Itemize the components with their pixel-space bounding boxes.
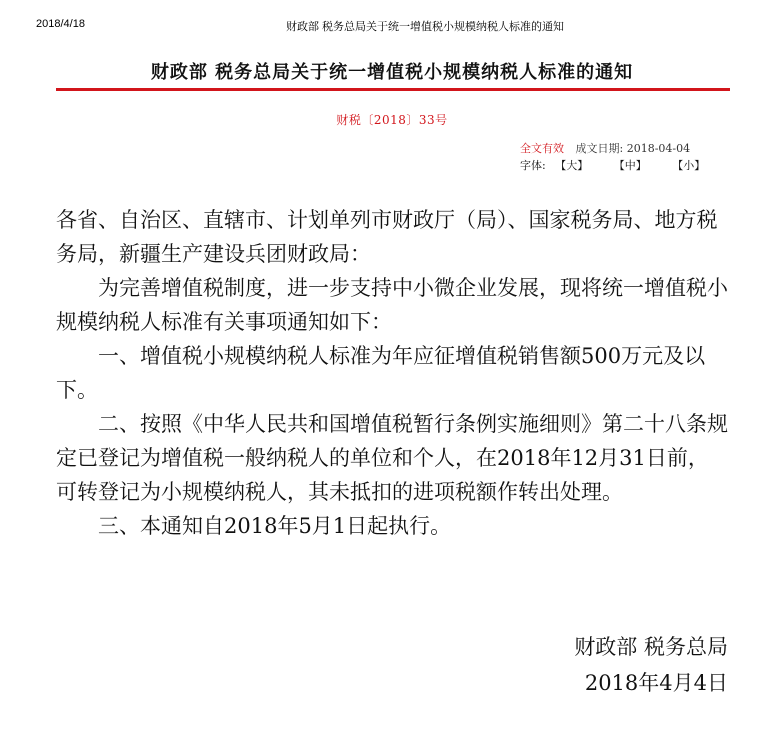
established-date-value: 2018-04-04: [626, 142, 691, 155]
font-size-switcher: [520, 157, 705, 173]
document-body: [56, 203, 728, 543]
document-number: 财税〔2018〕33号: [336, 113, 448, 127]
validity-status: 全文有效: [520, 142, 564, 155]
print-header: [0, 18, 784, 34]
title-divider: [56, 88, 730, 91]
font-size-medium-button[interactable]: 【中】: [613, 159, 647, 172]
document-title: 财政部 税务总局关于统一增值税小规模纳税人标准的通知: [150, 62, 634, 83]
body-paragraph: 为完善增值税制度，进一步支持中小微企业发展，现将统一增值税小规模纳税人标准有关事项通知如下：: [56, 276, 728, 334]
established-date-label: 成文日期:: [575, 142, 624, 155]
body-paragraph: 二、按照《中华人民共和国增值税暂行条例实施细则》第二十八条规定已登记为增值税一般纳税人的单位和个人，在2018年12月31日前，可转登记为小规模纳税人，其未抵扣的进项税额作转出处理。: [56, 412, 728, 504]
font-size-large-button[interactable]: 【大】: [555, 159, 589, 172]
body-paragraph: 一、增值税小规模纳税人标准为年应征增值税销售额500万元及以下。: [56, 344, 706, 402]
print-page-title: 财政部 税务总局关于统一增值税小规模纳税人标准的通知: [286, 21, 565, 33]
signature-block: [574, 629, 728, 701]
document-meta: [520, 140, 690, 156]
issue-date: 2018年4月4日: [584, 671, 728, 695]
print-date: 2018/4/18: [36, 18, 85, 30]
body-paragraph: 三、本通知自2018年5月1日起执行。: [98, 514, 452, 538]
salutation: 各省、自治区、直辖市、计划单列市财政厅（局）、国家税务局、地方税务局，新疆生产建设兵团财政局：: [56, 208, 718, 266]
issuing-authority: 财政部 税务总局: [574, 635, 728, 659]
font-size-label: 字体:: [520, 159, 546, 172]
font-size-small-button[interactable]: 【小】: [672, 159, 706, 172]
